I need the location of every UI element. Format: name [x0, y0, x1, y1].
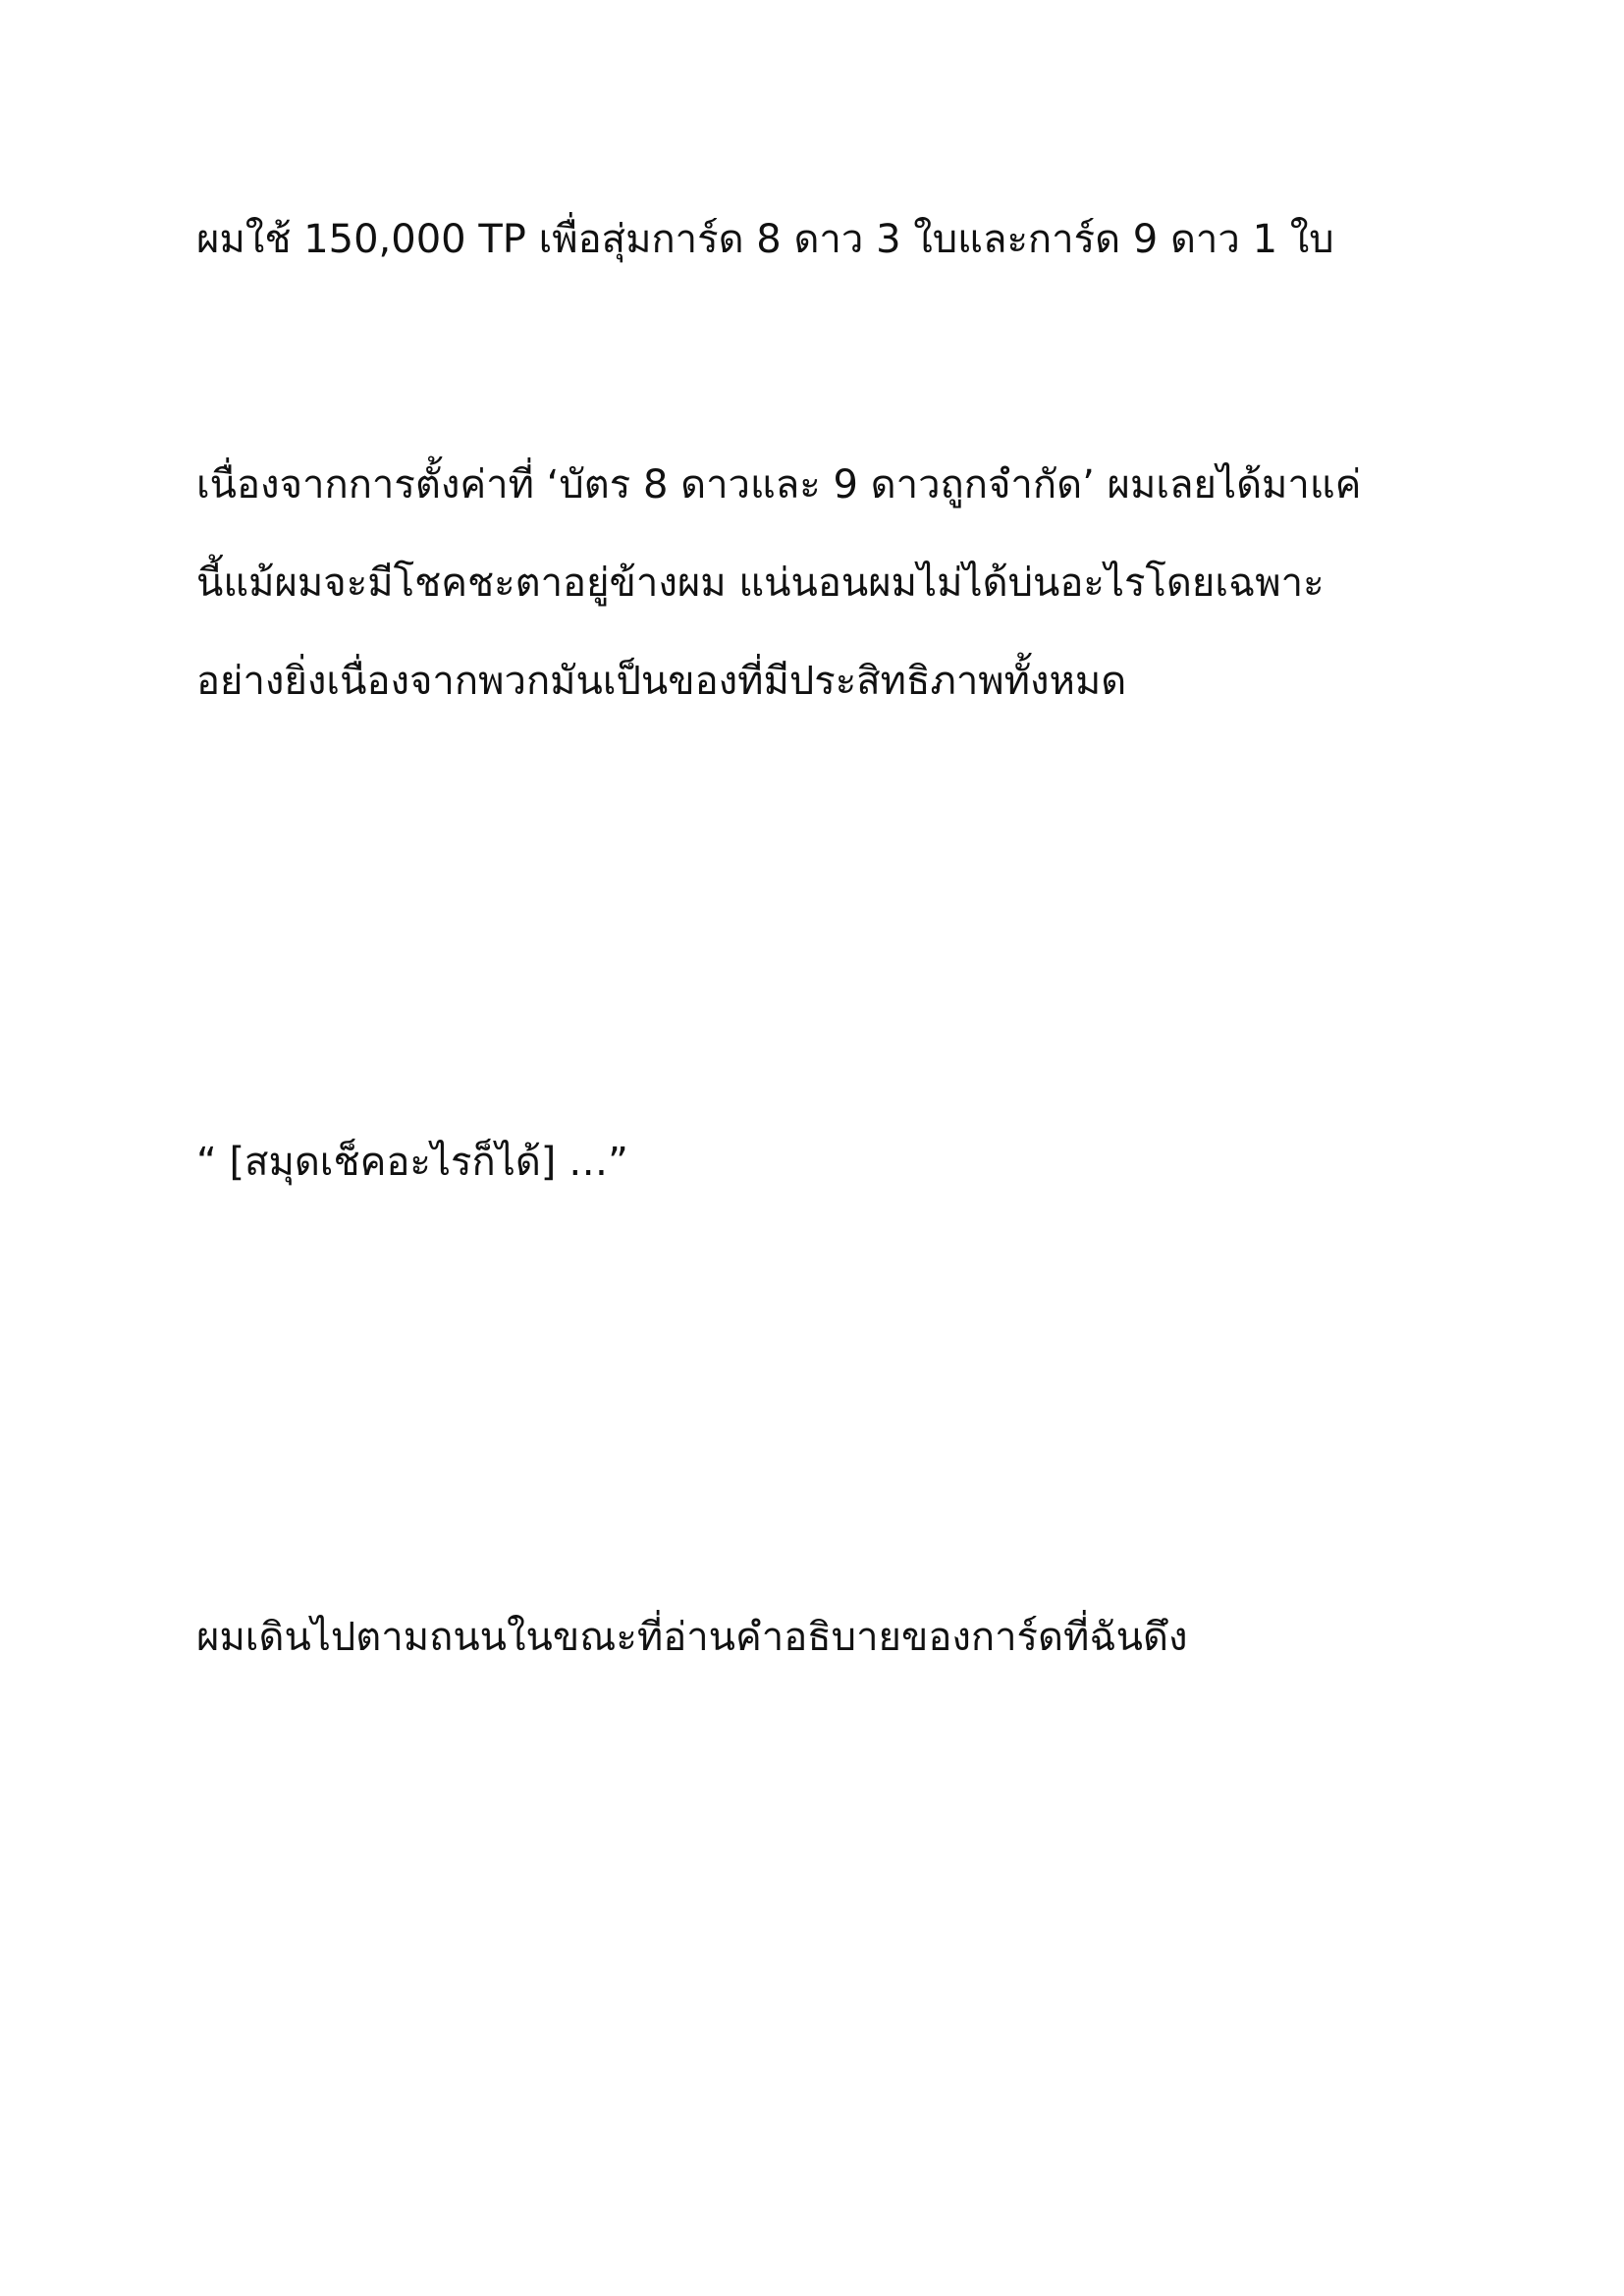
dialogue-line: “ [สมุดเช็คอะไรก็ได้] …”	[196, 1140, 628, 1185]
paragraph-1-line-1: ผมใช้ 150,000 TP เพื่อสุ่มการ์ด 8 ดาว 3 ใบและการ์ด 9 ดาว 1 ใบ	[196, 217, 1334, 262]
paragraph-2-line-3: อย่างยิ่งเนื่องจากพวกมันเป็นของที่มีประสิทธิภาพทั้งหมด	[196, 659, 1127, 704]
paragraph-4-line-1: ผมเดินไปตามถนนในขณะที่อ่านคำอธิบายของการ์ดที่ฉันดึง	[196, 1615, 1188, 1660]
paragraph-2-line-1: เนื่องจากการตั้งค่าที่ ‘บัตร 8 ดาวและ 9 ดาวถูกจำกัด’ ผมเลยได้มาแค่	[196, 462, 1362, 507]
paragraph-2-line-2: นี้แม้ผมจะมีโชคชะตาอยู่ข้างผม แน่นอนผมไม่ได้บ่นอะไรโดยเฉพาะ	[196, 561, 1325, 606]
